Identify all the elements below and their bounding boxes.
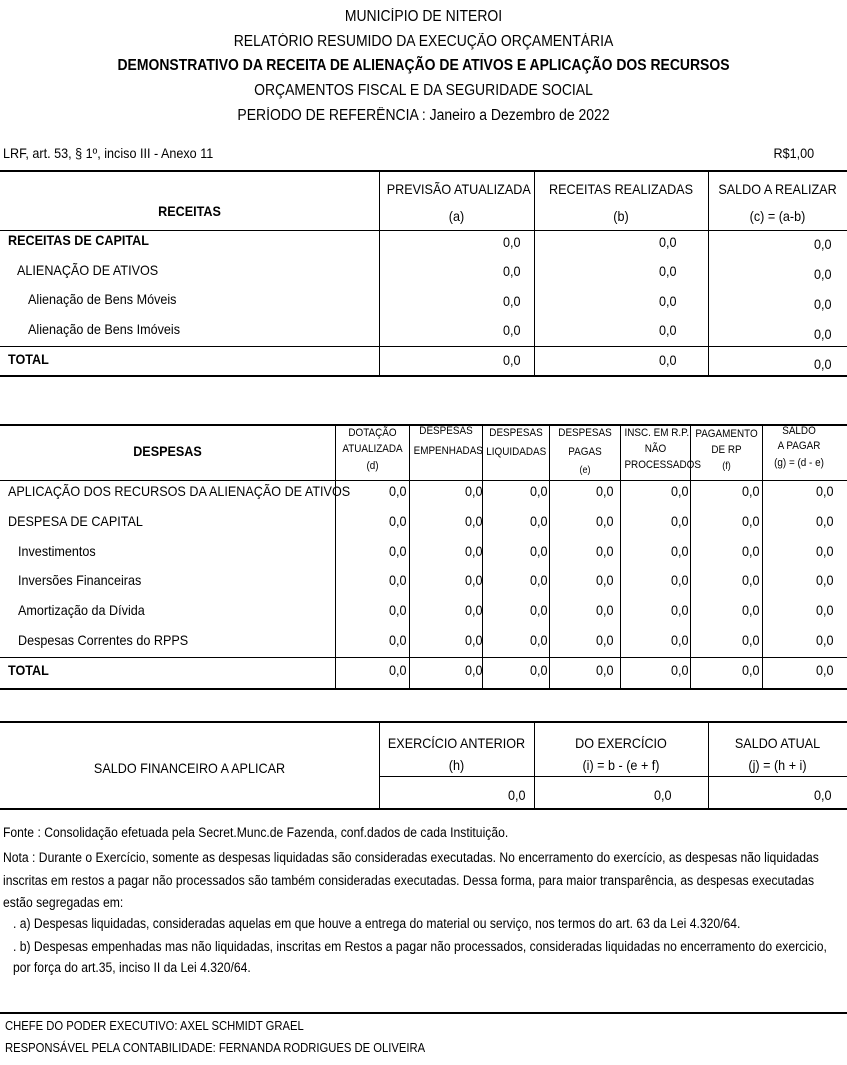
row-label: ALIENAÇÃO DE ATIVOS — [17, 262, 159, 278]
cell-value: 0,0 — [815, 543, 833, 559]
column-header-line: (f) — [722, 461, 731, 472]
cell-value: 0,0 — [502, 263, 520, 279]
column-header-sub: (a) — [448, 208, 465, 224]
cell-value: 0,0 — [502, 352, 520, 368]
row-label: RECEITAS DE CAPITAL — [8, 232, 149, 248]
note-item: . b) Despesas empenhadas mas não liquidadas, inscritas em Restos a pagar não processados, consideradas liquidadas no encerramento do exercicio, — [13, 939, 827, 954]
row-label: Investimentos — [18, 543, 96, 559]
cell-value: 0,0 — [595, 483, 613, 499]
cell-value: 0,0 — [670, 543, 688, 559]
column-header-line: PROCESSADOS — [624, 459, 701, 471]
cell-value: 0,0 — [815, 632, 833, 648]
row-label: Amortização da Dívida — [18, 602, 145, 618]
column-divider — [534, 722, 535, 809]
table-border — [0, 230, 847, 231]
table-border — [0, 808, 847, 810]
note-line: estão segregadas em: — [3, 895, 124, 910]
cell-value: 0,0 — [741, 632, 759, 648]
cell-value: 0,0 — [464, 572, 482, 588]
row-label: TOTAL — [8, 351, 49, 367]
cell-value: 0,0 — [670, 632, 688, 648]
column-divider — [708, 722, 709, 809]
row-label: Alienação de Bens Imóveis — [28, 321, 180, 337]
row-label: Inversões Financeiras — [18, 572, 142, 588]
column-header-sub: (c) = (a-b) — [749, 208, 806, 224]
statement-title: DEMONSTRATIVO DA RECEITA DE ALIENAÇÃO DE ATIVOS E APLICAÇÃO DOS RECURSOS — [117, 57, 730, 74]
cell-value: 0,0 — [464, 513, 482, 529]
cell-value: 0,0 — [670, 513, 688, 529]
column-divider — [379, 171, 380, 376]
table-border — [0, 375, 847, 377]
legal-reference: LRF, art. 53, § 1º, inciso III - Anexo 11 — [3, 145, 214, 161]
row-label: TOTAL — [8, 662, 49, 678]
column-header-line: (d) — [366, 460, 379, 472]
note-item: por força do art.35, inciso II da Lei 4.320/64. — [13, 960, 251, 975]
column-header-line: DESPESAS — [489, 427, 543, 439]
cell-value: 0,0 — [388, 513, 406, 529]
cell-value: 0,0 — [813, 266, 831, 282]
cell-value: 0,0 — [507, 787, 525, 803]
column-header: SALDO ATUAL — [734, 735, 821, 751]
row-label: Alienação de Bens Móveis — [28, 291, 177, 307]
column-header-line: (g) = (d - e) — [774, 457, 824, 469]
cell-value: 0,0 — [388, 543, 406, 559]
cell-value: 0,0 — [595, 662, 613, 678]
cell-value: 0,0 — [813, 326, 831, 342]
column-header-line: DOTAÇÃO — [348, 427, 397, 439]
cell-value: 0,0 — [502, 293, 520, 309]
column-header-line: LIQUIDADAS — [486, 446, 547, 458]
column-divider — [379, 722, 380, 809]
cell-value: 0,0 — [658, 322, 676, 338]
cell-value: 0,0 — [670, 572, 688, 588]
column-header — [410, 425, 482, 480]
row-label: APLICAÇÃO DOS RECURSOS DA ALIENAÇÃO DE ATIVOS — [8, 483, 351, 499]
cell-value: 0,0 — [464, 602, 482, 618]
column-header-line: PAGAMENTO — [695, 428, 758, 440]
column-header-sub: (b) — [613, 208, 629, 224]
cell-value: 0,0 — [388, 632, 406, 648]
cell-value: 0,0 — [502, 234, 520, 250]
cell-value: 0,0 — [653, 787, 671, 803]
column-header — [621, 425, 701, 480]
cell-value: 0,0 — [595, 513, 613, 529]
column-header: PREVISÃO ATUALIZADA — [386, 181, 531, 197]
cell-value: 0,0 — [595, 602, 613, 618]
cell-value: 0,0 — [815, 513, 833, 529]
cell-value: 0,0 — [741, 572, 759, 588]
cell-value: 0,0 — [464, 662, 482, 678]
cell-value: 0,0 — [741, 513, 759, 529]
table-border — [0, 170, 847, 172]
column-header: SALDO A REALIZAR — [718, 181, 837, 197]
table-border — [0, 657, 847, 658]
cell-value: 0,0 — [813, 787, 831, 803]
reference-period: PERÍODO DE REFERÊNCIA : Janeiro a Dezembro de 2022 — [237, 107, 610, 124]
column-header — [550, 425, 620, 480]
report-title: RELATÓRIO RESUMIDO DA EXECUÇÃO ORÇAMENTÁRIA — [233, 33, 614, 50]
table-border — [0, 346, 847, 347]
column-header-sub: (h) — [448, 757, 465, 773]
column-header-sub: (j) = (h + i) — [748, 757, 807, 773]
table-border — [0, 480, 847, 481]
column-divider — [534, 171, 535, 376]
cell-value: 0,0 — [529, 662, 547, 678]
cell-value: 0,0 — [529, 513, 547, 529]
column-header — [763, 425, 847, 480]
cell-value: 0,0 — [658, 293, 676, 309]
cell-value: 0,0 — [595, 543, 613, 559]
cell-value: 0,0 — [464, 483, 482, 499]
cell-value: 0,0 — [529, 632, 547, 648]
column-header: DO EXERCÍCIO — [575, 735, 667, 751]
cell-value: 0,0 — [388, 483, 406, 499]
cell-value: 0,0 — [670, 662, 688, 678]
column-divider — [708, 171, 709, 376]
column-header-line: A PAGAR — [777, 440, 821, 452]
budget-scope: ORÇAMENTOS FISCAL E DA SEGURIDADE SOCIAL — [254, 82, 593, 99]
column-header-line: SALDO — [782, 425, 816, 437]
note-line: inscritas em restos a pagar não processados são também consideradas executadas. Dessa forma, para maior transparência, as despesas executadas — [3, 873, 815, 888]
cell-value: 0,0 — [815, 602, 833, 618]
cell-value: 0,0 — [464, 632, 482, 648]
column-header-line: DE RP — [711, 444, 742, 456]
cell-value: 0,0 — [529, 483, 547, 499]
currency-unit: R$1,00 — [773, 145, 814, 161]
column-header-line: INSC. EM R.P. — [624, 427, 690, 439]
cell-value: 0,0 — [529, 543, 547, 559]
column-header-line: EMPENHADAS — [413, 445, 483, 457]
column-header-line: DESPESAS — [419, 425, 473, 437]
cell-value: 0,0 — [658, 352, 676, 368]
column-header: EXERCÍCIO ANTERIOR — [387, 735, 526, 751]
cell-value: 0,0 — [529, 572, 547, 588]
cell-value: 0,0 — [741, 483, 759, 499]
cell-value: 0,0 — [741, 543, 759, 559]
cell-value: 0,0 — [388, 602, 406, 618]
column-header: RECEITAS REALIZADAS — [548, 181, 693, 197]
cell-value: 0,0 — [813, 236, 831, 252]
cell-value: 0,0 — [658, 234, 676, 250]
table-border — [379, 776, 847, 777]
column-header — [483, 425, 549, 480]
cell-value: 0,0 — [813, 296, 831, 312]
column-header-sub: (i) = b - (e + f) — [582, 757, 660, 773]
cell-value: 0,0 — [815, 662, 833, 678]
column-header-line: (e) — [579, 465, 591, 476]
cell-value: 0,0 — [670, 602, 688, 618]
cell-value: 0,0 — [388, 662, 406, 678]
column-header-line: PAGAS — [568, 446, 602, 458]
accountant-signature: RESPONSÁVEL PELA CONTABILIDADE: FERNANDA RODRIGUES DE OLIVEIRA — [5, 1041, 426, 1055]
cell-value: 0,0 — [741, 662, 759, 678]
cell-value: 0,0 — [388, 572, 406, 588]
despesas-header: DESPESAS — [133, 443, 202, 459]
table-border — [0, 721, 847, 723]
column-header — [691, 425, 762, 480]
cell-value: 0,0 — [741, 602, 759, 618]
cell-value: 0,0 — [502, 322, 520, 338]
cell-value: 0,0 — [595, 572, 613, 588]
executive-signature: CHEFE DO PODER EXECUTIVO: AXEL SCHMIDT GRAEL — [5, 1019, 304, 1033]
municipality-title: MUNICÍPIO DE NITEROI — [344, 8, 503, 25]
cell-value: 0,0 — [658, 263, 676, 279]
cell-value: 0,0 — [813, 356, 831, 372]
cell-value: 0,0 — [529, 602, 547, 618]
cell-value: 0,0 — [464, 543, 482, 559]
receitas-header: RECEITAS — [158, 203, 221, 219]
column-header-line: ATUALIZADA — [342, 443, 403, 455]
cell-value: 0,0 — [670, 483, 688, 499]
row-label: Despesas Correntes do RPPS — [18, 632, 189, 648]
saldo-header: SALDO FINANCEIRO A APLICAR — [93, 760, 286, 776]
source-note: Fonte : Consolidação efetuada pela Secret.Munc.de Fazenda, conf.dados de cada Instituição. — [3, 825, 509, 840]
column-header-line: NÃO — [644, 443, 667, 455]
table-border — [0, 688, 847, 690]
column-header-line: DESPESAS — [558, 427, 612, 439]
cell-value: 0,0 — [815, 572, 833, 588]
cell-value: 0,0 — [815, 483, 833, 499]
note-line: Nota : Durante o Exercício, somente as despesas liquidadas são consideradas executadas. No encerramento do exercício, as despesas não liquidadas — [3, 850, 819, 865]
column-header — [336, 425, 409, 480]
cell-value: 0,0 — [595, 632, 613, 648]
note-item: . a) Despesas liquidadas, consideradas aquelas em que houve a entrega do material ou serviço, nos termos do art. 63 da Lei 4.320/64. — [13, 916, 741, 931]
signature-divider — [0, 1012, 847, 1014]
row-label: DESPESA DE CAPITAL — [8, 513, 143, 529]
